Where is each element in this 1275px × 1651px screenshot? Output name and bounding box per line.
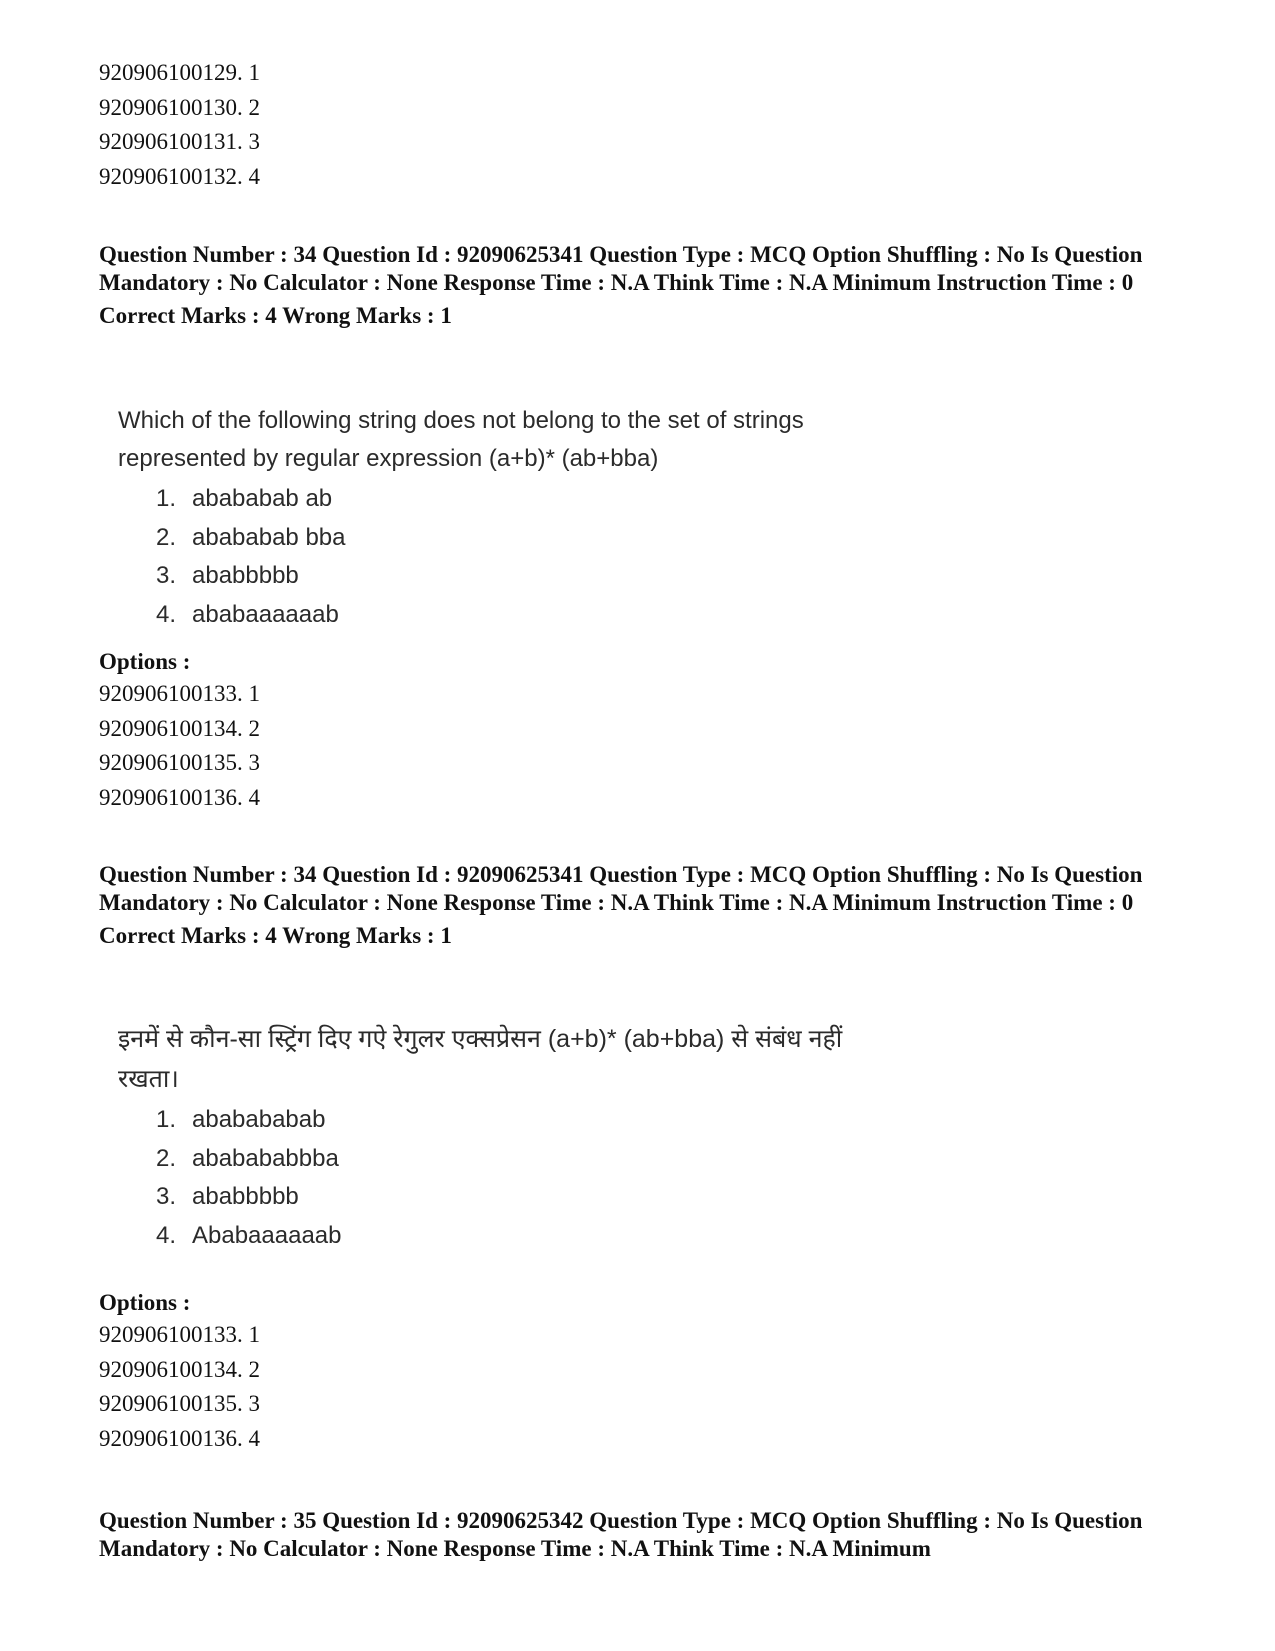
question-metadata: Question Number : 34 Question Id : 92090625341 Question Type : MCQ Option Shuffling : No Is Question Mandatory : No Calculator : None Response Time : N.A Think Time : N.A Minimum Instruction Time : 0 [99,242,1143,295]
question-34-english-image [118,402,1018,634]
question-34-header [99,241,1179,331]
choice-item: 3. ababbbbb [156,562,299,589]
question-35-header [99,1507,1179,1563]
question-34-hindi-options [99,1288,1179,1456]
option-line: 920906100135. 3 [99,1391,260,1416]
choice-item: 1. ababababab [156,1106,326,1133]
choice-item: 2. abababab bba [156,523,346,551]
choice-item: 3. ababbbbb [156,1183,299,1210]
question-metadata: Question Number : 35 Question Id : 92090625342 Question Type : MCQ Option Shuffling : No Is Question Mandatory : No Calculator : None Response Time : N.A Think Time : N.A Minimum [99,1508,1143,1561]
choice-item: 4. Ababaaaaaab [156,1221,342,1249]
question-34-hindi-header [99,861,1179,951]
question-marks: Correct Marks : 4 Wrong Marks : 1 [99,303,452,328]
previous-question-options [99,56,1179,194]
choice-item: 4. ababaaaaaab [156,600,339,628]
option-line: 920906100136. 4 [99,1425,260,1451]
option-line: 920906100134. 2 [99,715,260,741]
choice-item: 1. abababab ab [156,485,333,512]
option-line: 920906100135. 3 [99,750,260,775]
option-line: 920906100136. 4 [99,784,260,810]
choice-list [118,1101,1018,1255]
option-line: 920906100134. 2 [99,1356,260,1382]
option-line: 920906100133. 1 [99,1322,260,1347]
option-line: 920906100132. 4 [99,163,260,189]
option-line: 920906100133. 1 [99,681,260,706]
question-marks: Correct Marks : 4 Wrong Marks : 1 [99,923,452,948]
question-text: इनमें से कौन-सा स्ट्रिंग दिए गऐ रेगुलर एक्सप्रेसन (a+b)* (ab+bba) से संबंध नहीं रखता। [118,1025,843,1093]
option-line: 920906100130. 2 [99,94,260,120]
options-label: Options : [99,1290,191,1315]
option-line: 920906100131. 3 [99,129,260,154]
question-34-hindi-image [118,1019,1018,1255]
question-text: Which of the following string does not belong to the set of strings represented by regular expression (a+b)* (ab+bba) [118,407,804,472]
options-label: Options : [99,649,191,674]
option-line: 920906100129. 1 [99,60,260,85]
question-metadata: Question Number : 34 Question Id : 92090625341 Question Type : MCQ Option Shuffling : No Is Question Mandatory : No Calculator : None Response Time : N.A Think Time : N.A Minimum Instruction Time : 0 [99,862,1143,915]
choice-item: 2. ababababbba [156,1144,339,1172]
question-34-options [99,647,1179,815]
choice-list [118,480,1018,634]
